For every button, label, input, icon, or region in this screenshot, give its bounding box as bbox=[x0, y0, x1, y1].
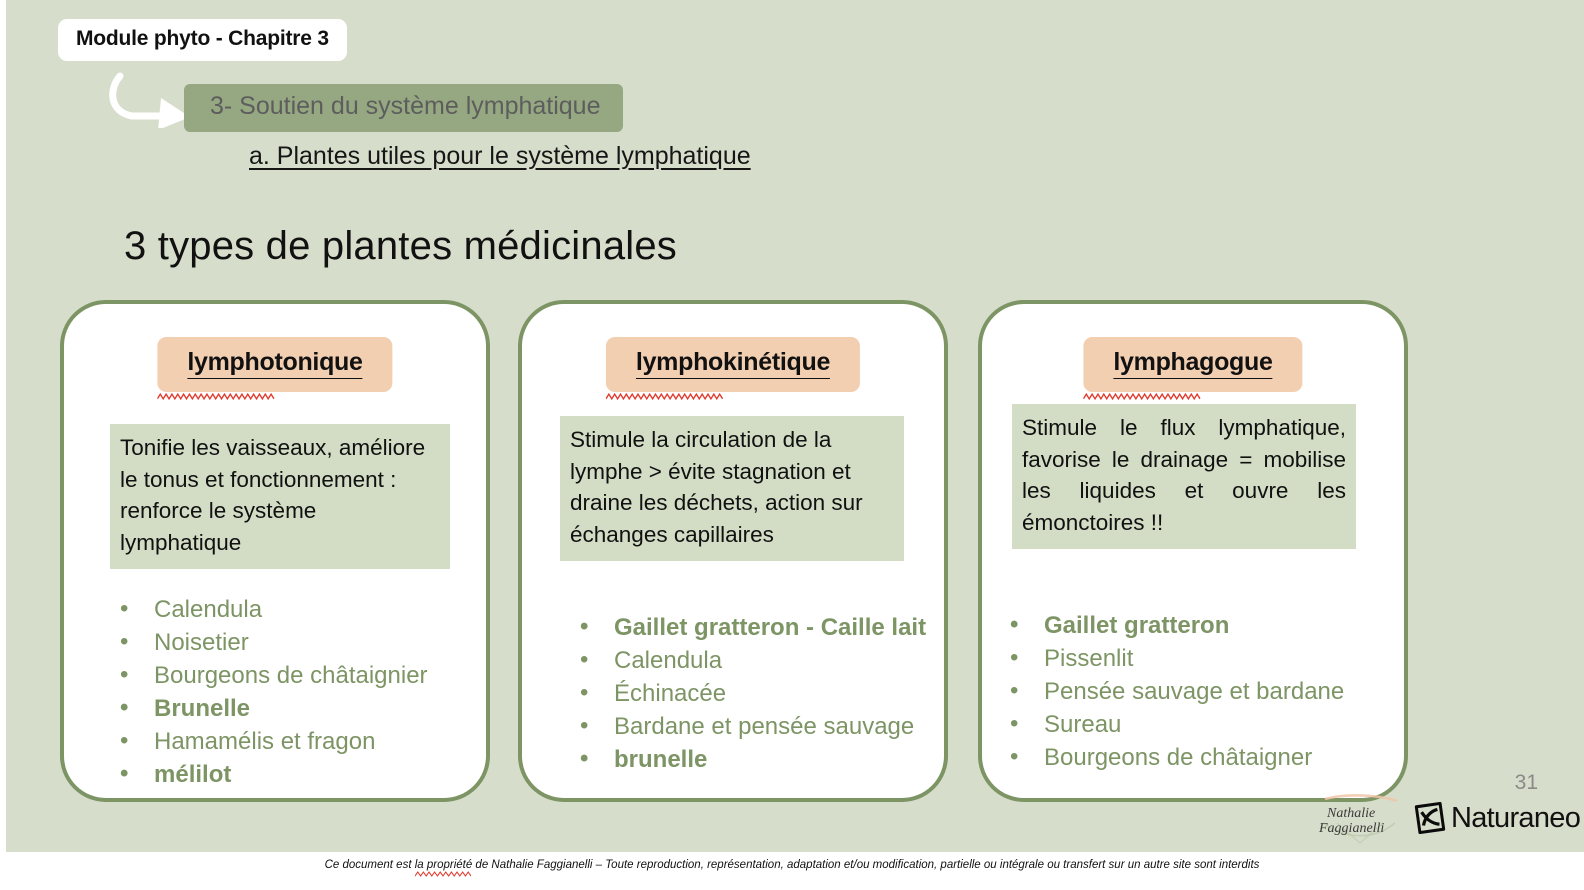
list-item: • Calendula bbox=[112, 594, 428, 626]
list-item: • Gaillet gratteron - Caille lait bbox=[572, 612, 926, 644]
cards-container bbox=[6, 300, 1584, 810]
card-lymphokinetique bbox=[518, 300, 948, 802]
slide-canvas bbox=[6, 0, 1584, 852]
card-description: Stimule la circulation de la lymphe > évite stagnation et draine les déchets, action sur échanges capillaires bbox=[560, 416, 904, 561]
card-plant-list bbox=[112, 594, 428, 791]
footer bbox=[0, 852, 1584, 890]
list-item: • Noisetier bbox=[112, 627, 428, 659]
list-item: • brunelle bbox=[572, 744, 926, 776]
list-item: • Brunelle bbox=[112, 693, 428, 725]
spellcheck-squiggle-icon bbox=[415, 871, 471, 877]
card-badge-label: lymphotonique bbox=[187, 348, 362, 379]
card-badge-label: lymphagogue bbox=[1113, 348, 1272, 379]
list-item: • Hamamélis et fragon bbox=[112, 726, 428, 758]
naturaneo-brand-name: Naturaneo bbox=[1451, 801, 1581, 834]
footer-copyright-text bbox=[325, 859, 1260, 871]
page-number: 31 bbox=[1514, 771, 1538, 794]
nathalie-faggianelli-signature-icon bbox=[1317, 793, 1403, 845]
list-item: • Pensée sauvage et bardane bbox=[1002, 676, 1344, 708]
footer-copyright-label: Ce document est la propriété de Nathalie Faggianelli – Toute reproduction, représentation, adaptation et/ou modification, partielle ou intégrale ou transfert sur un autre site sont interdits bbox=[324, 859, 1260, 871]
card-description: Tonifie les vaisseaux, améliore le tonus et fonctionnement : renforce le système lymphatique bbox=[110, 424, 450, 569]
naturaneo-brand bbox=[1414, 802, 1580, 834]
card-lymphagogue bbox=[978, 300, 1408, 802]
module-chip: Module phyto - Chapitre 3 bbox=[58, 19, 347, 61]
card-badge bbox=[1083, 337, 1302, 392]
list-item: • Calendula bbox=[572, 645, 926, 677]
spellcheck-squiggle-icon bbox=[1083, 393, 1200, 400]
spellcheck-squiggle-icon bbox=[606, 393, 723, 400]
section-banner: 3- Soutien du système lymphatique bbox=[184, 84, 623, 132]
card-plant-list bbox=[1002, 610, 1344, 775]
card-badge bbox=[157, 337, 392, 392]
naturaneo-logo-icon bbox=[1414, 802, 1446, 834]
card-badge bbox=[606, 337, 860, 392]
svg-text:Faggianelli: Faggianelli bbox=[1319, 821, 1385, 836]
list-item: • Pissenlit bbox=[1002, 643, 1344, 675]
list-item: • Bourgeons de châtaigner bbox=[1002, 742, 1344, 774]
page-title: 3 types de plantes médicinales bbox=[124, 224, 677, 268]
list-item: • Bourgeons de châtaignier bbox=[112, 660, 428, 692]
card-badge-label: lymphokinétique bbox=[636, 348, 830, 379]
spellcheck-squiggle-icon bbox=[157, 393, 274, 400]
card-description: Stimule le flux lymphatique, favorise le drainage = mobilise les liquides et ouvre les émonctoires !! bbox=[1012, 404, 1356, 549]
list-item: • Sureau bbox=[1002, 709, 1344, 741]
subheading: a. Plantes utiles pour le système lymphatique bbox=[249, 142, 751, 170]
list-item: • mélilot bbox=[112, 759, 428, 791]
svg-text:Nathalie: Nathalie bbox=[1327, 806, 1376, 821]
list-item: • Bardane et pensée sauvage bbox=[572, 711, 926, 743]
list-item: • Échinacée bbox=[572, 678, 926, 710]
card-lymphotonique bbox=[60, 300, 490, 802]
card-plant-list bbox=[572, 612, 926, 777]
list-item: • Gaillet gratteron bbox=[1002, 610, 1344, 642]
